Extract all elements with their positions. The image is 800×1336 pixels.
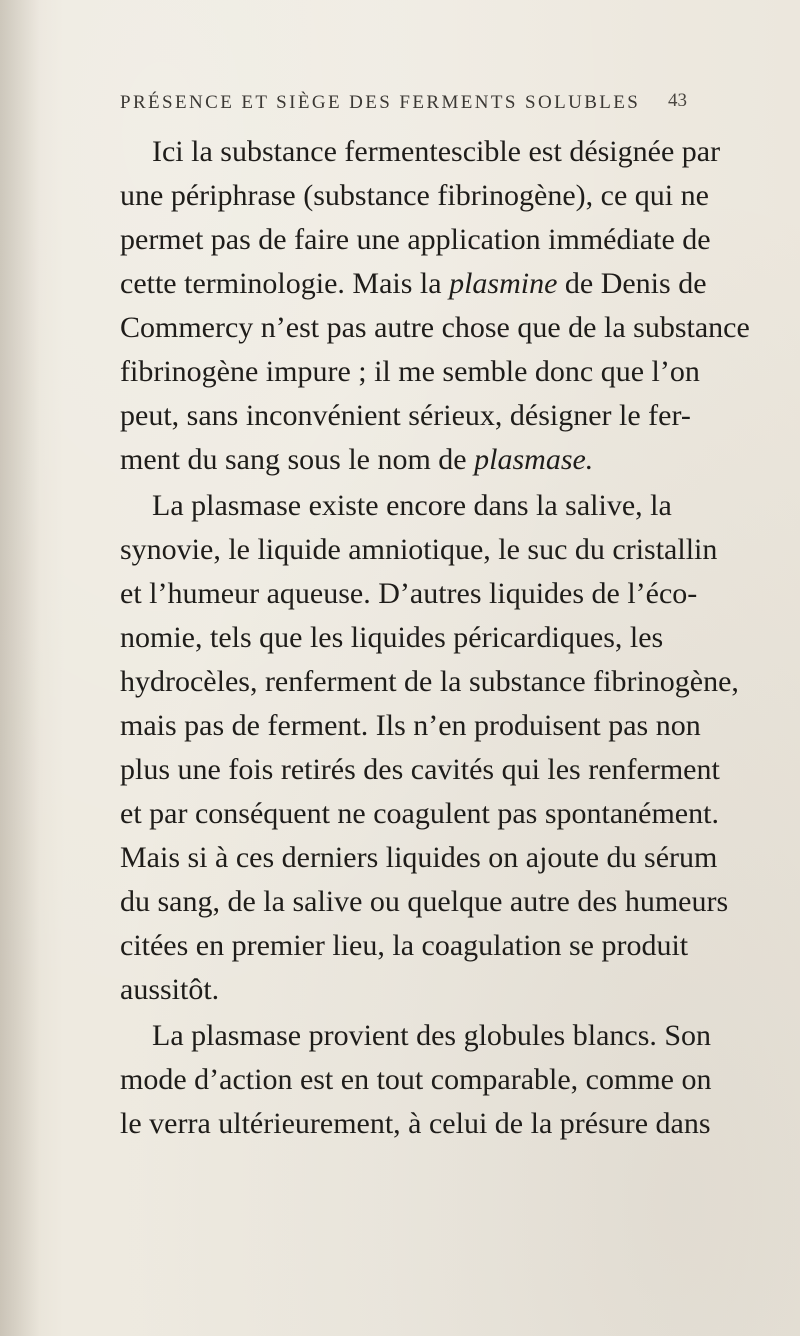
text-line: La plasmase existe encore dans la salive, la	[152, 489, 672, 522]
text-line: Commercy n’est pas autre chose que de la substance	[120, 311, 750, 344]
text-line	[120, 266, 707, 302]
text-line: mais pas de ferment. Ils n’en produisent pas non	[120, 709, 701, 742]
text-line: Ici la substance fermentescible est désignée par	[152, 135, 721, 168]
text-segment: ment du sang sous le nom de	[120, 443, 475, 476]
text-line: hydrocèles, renferment de la substance fibrinogène,	[120, 665, 739, 698]
text-segment: de Denis de	[557, 267, 707, 300]
text-line: Mais si à ces derniers liquides on ajoute du sérum	[120, 841, 718, 874]
text-line: le verra ultérieurement, à celui de la présure dans	[120, 1107, 711, 1140]
text-line: mode d’action est en tout comparable, comme on	[120, 1063, 712, 1096]
italic-term-plasmase: plasmase.	[474, 443, 594, 476]
page-number: 43	[668, 90, 687, 111]
text-line	[120, 442, 593, 478]
text-line: synovie, le liquide amniotique, le suc du cristallin	[120, 533, 718, 566]
text-line: et l’humeur aqueuse. D’autres liquides de l’éco-	[120, 577, 698, 610]
text-line: La plasmase provient des globules blancs. Son	[152, 1019, 712, 1052]
text-line: une périphrase (substance fibrinogène), ce qui ne	[120, 179, 709, 212]
text-line: aussitôt.	[120, 973, 220, 1006]
running-head: PRÉSENCE ET SIÈGE DES FERMENTS SOLUBLES	[120, 92, 641, 113]
text-segment: cette terminologie. Mais la	[120, 267, 450, 300]
text-line: et par conséquent ne coagulent pas spontanément.	[120, 797, 719, 830]
text-line: du sang, de la salive ou quelque autre des humeurs	[120, 885, 729, 918]
italic-term-plasmine: plasmine	[449, 267, 558, 300]
text-line: permet pas de faire une application immédiate de	[120, 223, 711, 256]
text-line: citées en premier lieu, la coagulation se produit	[120, 929, 689, 962]
text-line: nomie, tels que les liquides péricardiques, les	[120, 621, 664, 654]
text-line: fibrinogène impure ; il me semble donc que l’on	[120, 355, 700, 388]
text-line: peut, sans inconvénient sérieux, désigner le fer-	[120, 399, 691, 432]
text-line: plus une fois retirés des cavités qui les renferment	[120, 753, 720, 786]
